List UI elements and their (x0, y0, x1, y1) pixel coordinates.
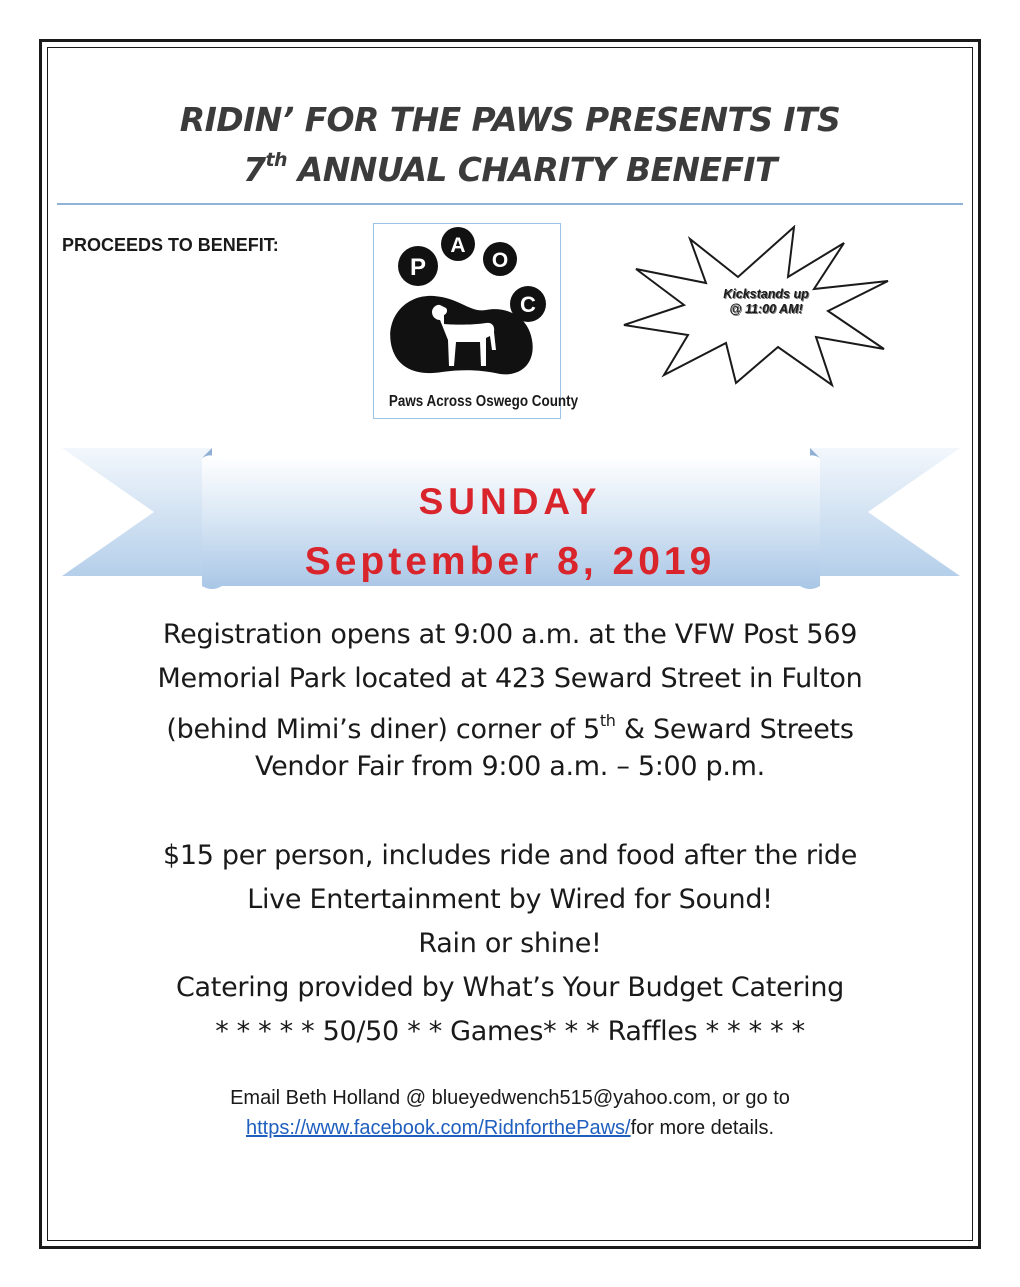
headline-line-2-text: ANNUAL CHARITY BENEFIT (286, 150, 777, 189)
contact-link-line (60, 1113, 960, 1143)
headline-ordinal: 7 (243, 150, 266, 189)
event-date: September 8, 2019 (304, 540, 716, 583)
event-day: SUNDAY (418, 481, 602, 522)
contact-info (60, 1083, 960, 1143)
kickstands-line-2: @ 11:00 AM! (729, 302, 803, 316)
ribbon-left-tail (62, 448, 212, 576)
location-line: Memorial Park located at 423 Seward Street in Fulton (157, 663, 863, 694)
facebook-link[interactable]: https://www.facebook.com/RidnforthePaws/ (245, 1117, 631, 1139)
price-line: $15 per person, includes ride and food after the ride (162, 840, 858, 871)
paw-letter-c: C (520, 292, 536, 317)
logo-caption: Paws Across Oswego County (388, 393, 579, 410)
catering-line: Catering provided by What’s Your Budget Catering (176, 972, 844, 1003)
ribbon-right-tail (810, 448, 960, 576)
contact-link-suffix: for more details. (630, 1117, 774, 1139)
event-info (60, 834, 960, 1054)
headline-line-1: RIDIN’ FOR THE PAWS PRESENTS ITS (179, 100, 841, 139)
event-details (60, 613, 960, 789)
paw-letter-p: P (409, 254, 427, 281)
paw-letter-o: O (491, 249, 509, 272)
weather-line: Rain or shine! (418, 928, 602, 959)
paoc-logo (373, 223, 579, 419)
extras-line: * * * * * 50/50 * * Games* * * Raffles * * * * * (215, 1016, 805, 1047)
kickstands-line-1: Kickstands up (723, 287, 809, 301)
contact-email-line: Email Beth Holland @ blueyedwench515@yahoo.com, or go to (230, 1087, 790, 1109)
proceeds-label: PROCEEDS TO BENEFIT: (62, 235, 279, 255)
entertainment-line: Live Entertainment by Wired for Sound! (247, 884, 773, 915)
paw-logo-graphic (374, 224, 562, 392)
directions-line (60, 701, 960, 745)
directions-text-rest: & Seward Streets (615, 714, 854, 745)
directions-text: (behind Mimi’s diner) corner of 5 (166, 714, 600, 745)
paw-letter-a: A (450, 234, 466, 257)
headline-ordinal-suffix: th (265, 149, 287, 171)
vendor-fair-line: Vendor Fair from 9:00 a.m. – 5:00 p.m. (255, 751, 765, 782)
registration-line: Registration opens at 9:00 a.m. at the VFW Post 569 (162, 619, 858, 650)
headline-line-2 (60, 150, 960, 189)
header-divider (57, 203, 963, 205)
directions-ordinal-suffix: th (599, 711, 616, 730)
kickstands-callout (686, 287, 846, 317)
